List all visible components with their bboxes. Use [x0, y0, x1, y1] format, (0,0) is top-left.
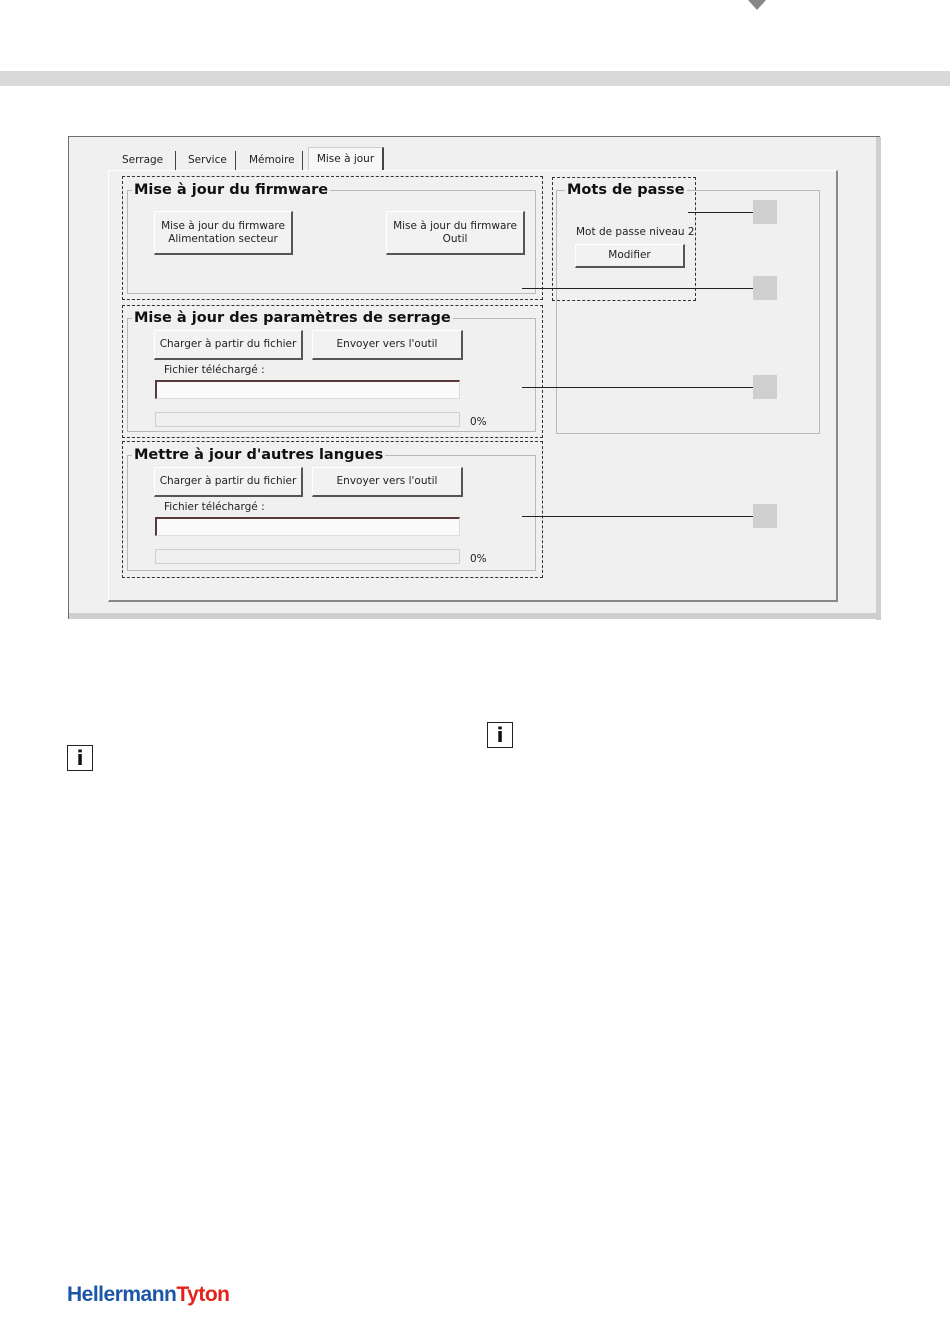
params-file-field[interactable] — [155, 380, 460, 399]
tab-service[interactable]: Service — [188, 154, 227, 166]
info-icon: i — [67, 745, 93, 771]
params-group-title: Mise à jour des paramètres de serrage — [134, 310, 451, 326]
languages-file-label: Fichier téléchargé : — [164, 501, 265, 513]
languages-progress-bar — [155, 549, 460, 564]
callout-line-4 — [522, 516, 753, 517]
password-level-label: Mot de passe niveau 2 — [576, 226, 695, 238]
tab-serrage[interactable]: Serrage — [122, 154, 164, 166]
firmware-mains-button[interactable]: Mise à jour du firmware Alimentation secteur — [154, 211, 293, 255]
callout-line-1 — [688, 212, 753, 213]
languages-load-button[interactable]: Charger à partir du fichier — [154, 467, 303, 497]
callout-line-3 — [522, 387, 753, 388]
languages-file-field[interactable] — [155, 517, 460, 536]
callout-line-2 — [522, 288, 753, 289]
header-band — [0, 71, 950, 86]
languages-progress-text: 0% — [470, 553, 487, 565]
callout-marker-4 — [753, 504, 777, 528]
callout-marker-1 — [753, 200, 777, 224]
callout-marker-2 — [753, 276, 777, 300]
password-group-title: Mots de passe — [567, 182, 685, 198]
modify-password-button[interactable]: Modifier — [575, 244, 685, 268]
logo-part-tyton: Tyton — [176, 1283, 230, 1306]
tab-mise-a-jour[interactable]: Mise à jour — [308, 147, 384, 171]
page-corner-marker — [748, 0, 766, 10]
tab-memoire[interactable]: Mémoire — [249, 154, 295, 166]
params-progress-bar — [155, 412, 460, 427]
params-progress-text: 0% — [470, 416, 487, 428]
params-file-label: Fichier téléchargé : — [164, 364, 265, 376]
info-icon: i — [487, 722, 513, 748]
languages-group-title: Mettre à jour d'autres langues — [134, 447, 384, 463]
hellermanntyton-logo — [67, 1282, 229, 1308]
firmware-group-title: Mise à jour du firmware — [134, 182, 329, 198]
params-load-button[interactable]: Charger à partir du fichier — [154, 330, 303, 360]
logo-part-hellermann: Hellermann — [67, 1283, 177, 1306]
callout-marker-3 — [753, 375, 777, 399]
languages-send-button[interactable]: Envoyer vers l'outil — [312, 467, 463, 497]
firmware-tool-button[interactable]: Mise à jour du firmware Outil — [386, 211, 525, 255]
params-send-button[interactable]: Envoyer vers l'outil — [312, 330, 463, 360]
